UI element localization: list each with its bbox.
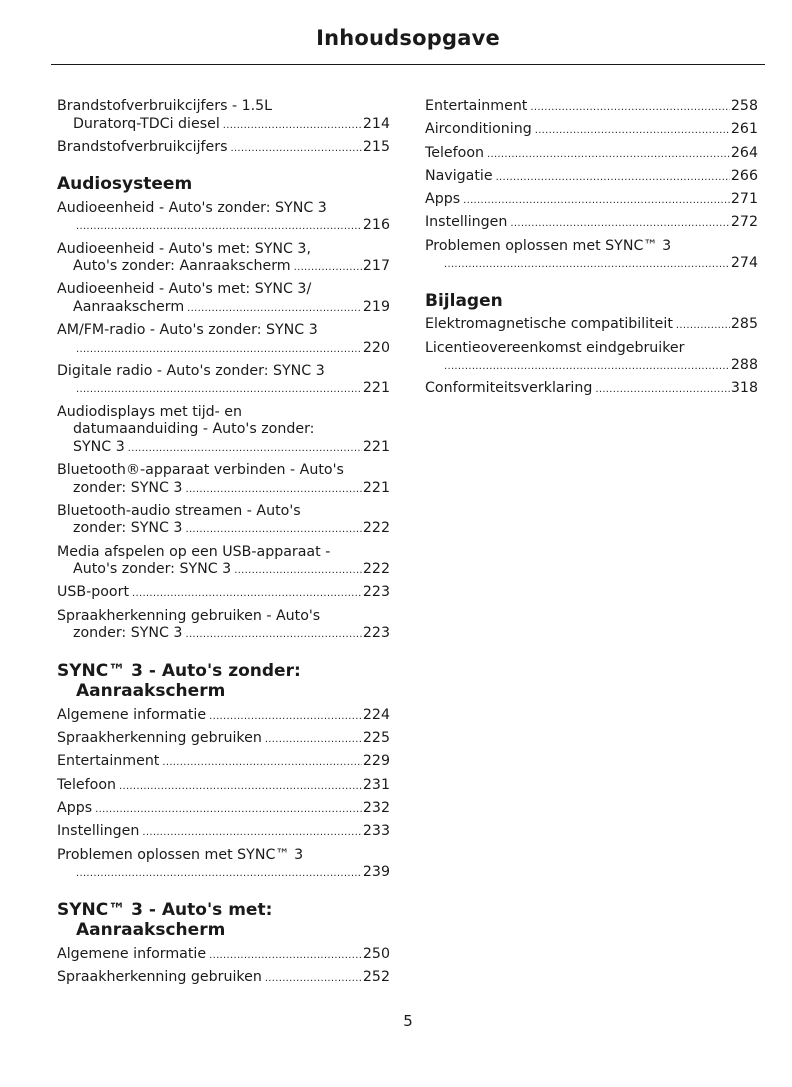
dot-leader [444, 358, 730, 376]
dot-leader [487, 146, 730, 164]
toc-entry-text: AM/FM-radio - Auto's zonder: SYNC 3 [57, 322, 318, 339]
toc-page-number: 221 [362, 438, 390, 455]
section-heading-line: SYNC™ 3 - Auto's zonder: [57, 660, 301, 681]
toc-entry[interactable] [425, 340, 758, 376]
dot-leader [185, 626, 361, 644]
toc-entry-text: Audioeenheid - Auto's met: SYNC 3/ [57, 281, 312, 298]
toc-entry-text: Auto's zonder: SYNC 3 [73, 561, 232, 578]
dot-leader [444, 256, 730, 274]
toc-page-number: 252 [362, 968, 390, 985]
toc-entry[interactable] [57, 503, 390, 539]
toc-entry[interactable] [425, 145, 758, 164]
toc-entry[interactable] [57, 404, 390, 458]
section-heading [425, 291, 758, 312]
toc-entry-text: Entertainment [425, 98, 528, 114]
toc-entry[interactable] [57, 322, 390, 358]
toc-entry-text: Audioeenheid - Auto's met: SYNC 3, [57, 240, 311, 257]
dot-leader [209, 947, 362, 965]
toc-page-number: 216 [362, 217, 390, 234]
toc-entry-text: zonder: SYNC 3 [73, 479, 183, 496]
toc-entry-text: Entertainment [57, 753, 160, 770]
dot-leader [76, 381, 362, 399]
toc-entry[interactable] [425, 191, 758, 210]
toc-entry[interactable] [425, 168, 758, 187]
dot-leader [463, 192, 730, 210]
toc-page-number: 223 [362, 584, 390, 601]
toc-page-number: 239 [362, 864, 390, 881]
dot-leader [185, 481, 361, 499]
toc-entry-text: Algemene informatie [57, 706, 207, 723]
toc-entry[interactable] [57, 200, 390, 236]
toc-entry-text: Navigatie [425, 167, 493, 184]
dot-leader [128, 440, 362, 458]
dot-leader [209, 708, 362, 726]
toc-entry-text: Brandstofverbruikcijfers - 1.5L [57, 98, 273, 114]
toc-entry[interactable] [425, 316, 758, 335]
toc-entry[interactable] [57, 241, 390, 277]
section-heading [57, 900, 390, 941]
section-heading-line: Aanraakscherm [76, 920, 226, 941]
toc-page-number: 285 [730, 316, 758, 333]
toc-entry-text: Brandstofverbruikcijfers [57, 138, 228, 155]
toc-entry[interactable] [57, 777, 390, 796]
toc-entry-text: Licentieovereenkomst eindgebruiker [425, 339, 685, 356]
dot-leader [185, 521, 361, 539]
toc-page-number: 250 [362, 945, 390, 962]
toc-entry[interactable] [57, 946, 390, 965]
title-divider [51, 64, 765, 65]
toc-entry-text: Digitale radio - Auto's zonder: SYNC 3 [57, 362, 325, 379]
toc-page-number: 271 [730, 191, 758, 208]
toc-entry-text: Problemen oplossen met SYNC™ 3 [57, 846, 304, 863]
section-heading-line: Audiosysteem [57, 174, 193, 195]
toc-page-number: 261 [730, 121, 758, 138]
toc-page-number: 214 [362, 115, 390, 132]
page-title: Inhoudsopgave [316, 26, 500, 50]
toc-entry-text: Apps [425, 191, 461, 208]
toc-entry-text: Telefoon [57, 776, 116, 793]
toc-entry-text: Bluetooth®-apparaat verbinden - Auto's [57, 462, 344, 479]
toc-entry-text: Aanraakscherm [73, 298, 185, 315]
toc-entry-text: Spraakherkenning gebruiken - Auto's [57, 607, 321, 624]
toc-entry-text: Instellingen [57, 823, 140, 840]
toc-entry[interactable] [425, 238, 758, 274]
toc-page-number: 258 [730, 98, 758, 114]
toc-entry[interactable] [425, 121, 758, 140]
toc-entry[interactable] [57, 753, 390, 772]
dot-leader [119, 778, 362, 796]
page-number: 5 [403, 1012, 413, 1030]
toc-entry[interactable] [57, 800, 390, 819]
toc-entry-text: Algemene informatie [57, 945, 207, 962]
toc-entry[interactable] [57, 363, 390, 399]
dot-leader [676, 317, 730, 335]
toc-entry-text: Spraakherkenning gebruiken [57, 968, 262, 985]
toc-page-number: 222 [362, 520, 390, 537]
dot-leader [76, 341, 362, 359]
toc-column-right [425, 98, 758, 404]
toc-entry[interactable] [57, 584, 390, 603]
toc-page-number: 266 [730, 167, 758, 184]
toc-entry-text: Audioeenheid - Auto's zonder: SYNC 3 [57, 199, 327, 216]
toc-page-number: 221 [362, 479, 390, 496]
toc-entry-text: Telefoon [425, 144, 484, 161]
toc-entry-text: datumaanduiding - Auto's zonder: [73, 421, 315, 438]
toc-entry-text: Conformiteitsverklaring [425, 380, 593, 397]
toc-entry[interactable] [57, 462, 390, 498]
toc-page-number: 222 [362, 561, 390, 578]
dot-leader [265, 970, 362, 988]
toc-page-number: 233 [362, 823, 390, 840]
dot-leader [510, 215, 730, 233]
toc-entry-text: Spraakherkenning gebruiken [57, 730, 262, 747]
toc-page-number: 224 [362, 706, 390, 723]
toc-entry[interactable] [57, 730, 390, 749]
toc-entry-text: Auto's zonder: Aanraakscherm [73, 258, 291, 275]
dot-leader [187, 300, 362, 318]
dot-leader [132, 585, 362, 603]
toc-entry[interactable] [425, 98, 758, 117]
toc-page-number: 231 [362, 776, 390, 793]
toc-entry[interactable] [57, 608, 390, 644]
toc-entry[interactable] [57, 847, 390, 883]
toc-page-number: 264 [730, 144, 758, 161]
toc-entry-text: Airconditioning [425, 121, 532, 138]
toc-entry-text: Apps [57, 799, 93, 816]
toc-entry[interactable] [57, 281, 390, 317]
toc-entry-text: SYNC 3 [73, 438, 125, 455]
toc-entry[interactable] [57, 98, 390, 134]
dot-leader [223, 117, 362, 135]
toc-entry-text: USB-poort [57, 584, 130, 601]
toc-page-number: 219 [362, 298, 390, 315]
toc-entry-text: zonder: SYNC 3 [73, 625, 183, 642]
dot-leader [162, 754, 362, 772]
toc-page-number: 223 [362, 625, 390, 642]
section-heading-line: Bijlagen [425, 290, 503, 311]
dot-leader [530, 99, 730, 117]
toc-page-number: 215 [362, 138, 390, 155]
toc-page-number: 220 [362, 339, 390, 356]
toc-column-left [57, 98, 390, 992]
dot-leader [265, 731, 362, 749]
dot-leader [95, 801, 362, 819]
toc-page-number: 272 [730, 214, 758, 231]
toc-entry-text: Bluetooth-audio streamen - Auto's [57, 502, 301, 519]
dot-leader [535, 122, 730, 140]
toc-entry[interactable] [57, 139, 390, 158]
toc-page-number: 274 [730, 255, 758, 272]
section-heading-line: Aanraakscherm [76, 681, 226, 702]
toc-page-number: 221 [362, 380, 390, 397]
dot-leader [496, 169, 730, 187]
toc-page-number: 288 [730, 357, 758, 374]
toc-page-number: 225 [362, 730, 390, 747]
toc-entry[interactable] [425, 214, 758, 233]
dot-leader [76, 865, 362, 883]
section-heading [57, 174, 390, 195]
toc-entry[interactable] [57, 969, 390, 988]
toc-page-number: 318 [730, 380, 758, 397]
toc-entry-text: Problemen oplossen met SYNC™ 3 [425, 237, 672, 254]
toc-entry-text: Instellingen [425, 214, 508, 231]
dot-leader [234, 562, 362, 580]
toc-entry-text: zonder: SYNC 3 [73, 520, 183, 537]
toc-page-number: 229 [362, 753, 390, 770]
toc-entry-text: Audiodisplays met tijd- en [57, 403, 243, 420]
toc-entry[interactable] [425, 380, 758, 399]
toc-entry[interactable] [57, 707, 390, 726]
toc-entry-text: Elektromagnetische compatibiliteit [425, 316, 673, 333]
dot-leader [230, 140, 361, 158]
toc-entry[interactable] [57, 544, 390, 580]
dot-leader [142, 824, 362, 842]
toc-entry-text: Media afspelen op een USB-apparaat - [57, 543, 331, 560]
dot-leader [294, 259, 362, 277]
toc-page-number: 217 [362, 258, 390, 275]
section-heading-line: SYNC™ 3 - Auto's met: [57, 899, 273, 920]
section-heading [57, 661, 390, 702]
dot-leader [595, 381, 730, 399]
toc-entry-text: Duratorq-TDCi diesel [73, 115, 220, 132]
toc-entry[interactable] [57, 823, 390, 842]
toc-page-number: 232 [362, 799, 390, 816]
dot-leader [76, 218, 362, 236]
